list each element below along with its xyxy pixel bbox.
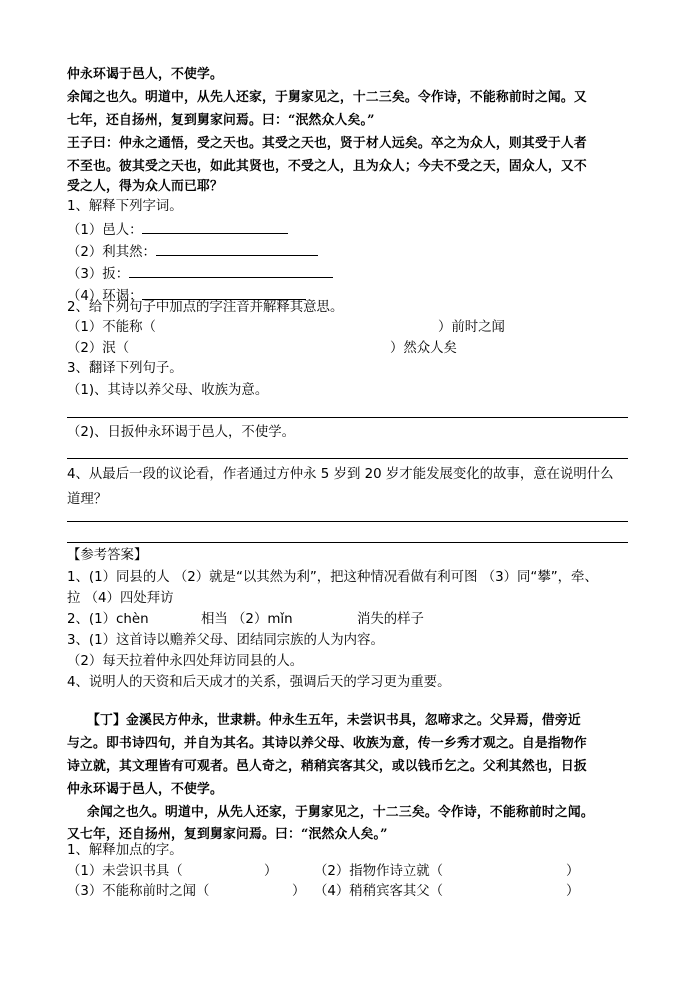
item-label: （2）利其然： xyxy=(67,245,156,260)
answer-line[interactable] xyxy=(67,458,628,459)
answer-blank[interactable] xyxy=(129,263,333,278)
answer-2-part: 消失的样子 xyxy=(357,612,424,627)
item-label: （4）环谒： xyxy=(67,289,143,304)
answer-1-line: 1、(1）同县的人 （2）就是“以其然为利”，把这种情况看做有利可图 （3）同“攀”，牵、 xyxy=(67,570,598,585)
passage-line: 余闻之也久。明道中，从先人还家，于舅家见之，十二三矣。令作诗，不能称前时之闻。 xyxy=(87,805,594,820)
passage-line: 七年，还自扬州，复到舅家问焉。曰：“泯然众人矣。” xyxy=(67,113,375,128)
answer-1-line: 拉 （4）四处拜访 xyxy=(67,591,174,606)
question-5-item-4-post: ） xyxy=(566,884,580,899)
answer-blank[interactable] xyxy=(142,219,288,234)
passage-line: 受之人，得为众人而已耶？ xyxy=(67,179,223,194)
answer-line[interactable] xyxy=(67,521,628,522)
passage-line: 不至也。彼其受之天也，如此其贤也，不受之人，且为众人；今夫不受之天，固众人，又不 xyxy=(67,159,587,174)
passage-line: 仲永环谒于邑人，不使学。 xyxy=(67,67,223,82)
question-1-item xyxy=(67,241,318,263)
question-5-title: 1、解释加点的字。 xyxy=(67,843,183,858)
passage-line: 与之。即书诗四句，并自为其名。其诗以养父母、收族为意，传一乡秀才观之。自是指物作 xyxy=(67,736,587,751)
answer-4-line: 4、说明人的天资和后天成才的关系，强调后天的学习更为重要。 xyxy=(67,675,451,690)
answer-line[interactable] xyxy=(67,542,628,543)
question-2-item-1-pre: （1）不能称（ xyxy=(67,320,156,335)
answers-title: 【参考答案】 xyxy=(67,548,148,563)
question-4-line: 4、从最后一段的议论看，作者通过方仲永 5 岁到 20 岁才能发展变化的故事，意在说明什么 xyxy=(67,467,614,482)
answer-line[interactable] xyxy=(67,417,628,418)
question-3-item-1: （1)、其诗以养父母、收族为意。 xyxy=(67,383,269,398)
question-1-item xyxy=(67,263,333,285)
passage-line: 又七年，还自扬州，复到舅家问焉。曰：“泯然众人矣。” xyxy=(67,827,388,842)
question-2-title: 2、给下列句子中加点的字注音并解释其意思。 xyxy=(67,300,344,315)
answer-2-part: 相当 （2）mǐn xyxy=(201,612,293,627)
passage-line: 诗立就，其文理皆有可观者。邑人奇之，稍稍宾客其父，或以钱币乞之。父利其然也，日扳 xyxy=(67,759,587,774)
answer-3-line: 3、(1）这首诗以赡养父母、团结同宗族的人为内容。 xyxy=(67,633,384,648)
question-5-item-3-post: ） xyxy=(292,884,306,899)
question-5-item-2-post: ） xyxy=(566,864,580,879)
item-label: （3）扳： xyxy=(67,267,130,282)
passage-line: 王子曰：仲永之通悟，受之天也。其受之天也，贤于材人远矣。卒之为众人，则其受于人者 xyxy=(67,136,587,151)
question-1-item xyxy=(67,219,288,241)
question-2-item-2-pre: （2）泯（ xyxy=(67,341,130,356)
item-label: （1）邑人： xyxy=(67,223,143,238)
answer-3-line: （2）每天拉着仲永四处拜访同县的人。 xyxy=(67,654,304,669)
answer-blank[interactable] xyxy=(156,241,318,256)
question-1-title: 1、解释下列字词。 xyxy=(67,199,183,214)
question-2-item-1-post: ）前时之闻 xyxy=(438,320,505,335)
answer-2-part: 2、(1）chèn xyxy=(67,612,149,627)
passage-line: 仲永环谒于邑人，不使学。 xyxy=(67,782,223,797)
question-4-line: 道理？ xyxy=(67,492,108,507)
question-5-item-2-pre: （2）指物作诗立就（ xyxy=(314,864,444,879)
passage-line: 【丁】金溪民方仲永，世隶耕。仲永生五年，未尝识书具，忽啼求之。父异焉，借旁近 xyxy=(87,713,581,728)
question-5-item-3-pre: （3）不能称前时之闻（ xyxy=(67,884,210,899)
question-3-title: 3、翻译下列句子。 xyxy=(67,361,183,376)
question-5-item-4-pre: （4）稍稍宾客其父（ xyxy=(314,884,444,899)
passage-line: 余闻之也久。明道中，从先人还家，于舅家见之，十二三矣。令作诗，不能称前时之闻。又 xyxy=(67,90,587,105)
question-5-item-1-pre: （1）未尝识书具（ xyxy=(67,864,183,879)
question-3-item-2: （2)、日扳仲永环谒于邑人，不使学。 xyxy=(67,425,295,440)
question-2-item-2-post: ）然众人矣 xyxy=(390,341,457,356)
question-5-item-1-post: ） xyxy=(264,864,278,879)
